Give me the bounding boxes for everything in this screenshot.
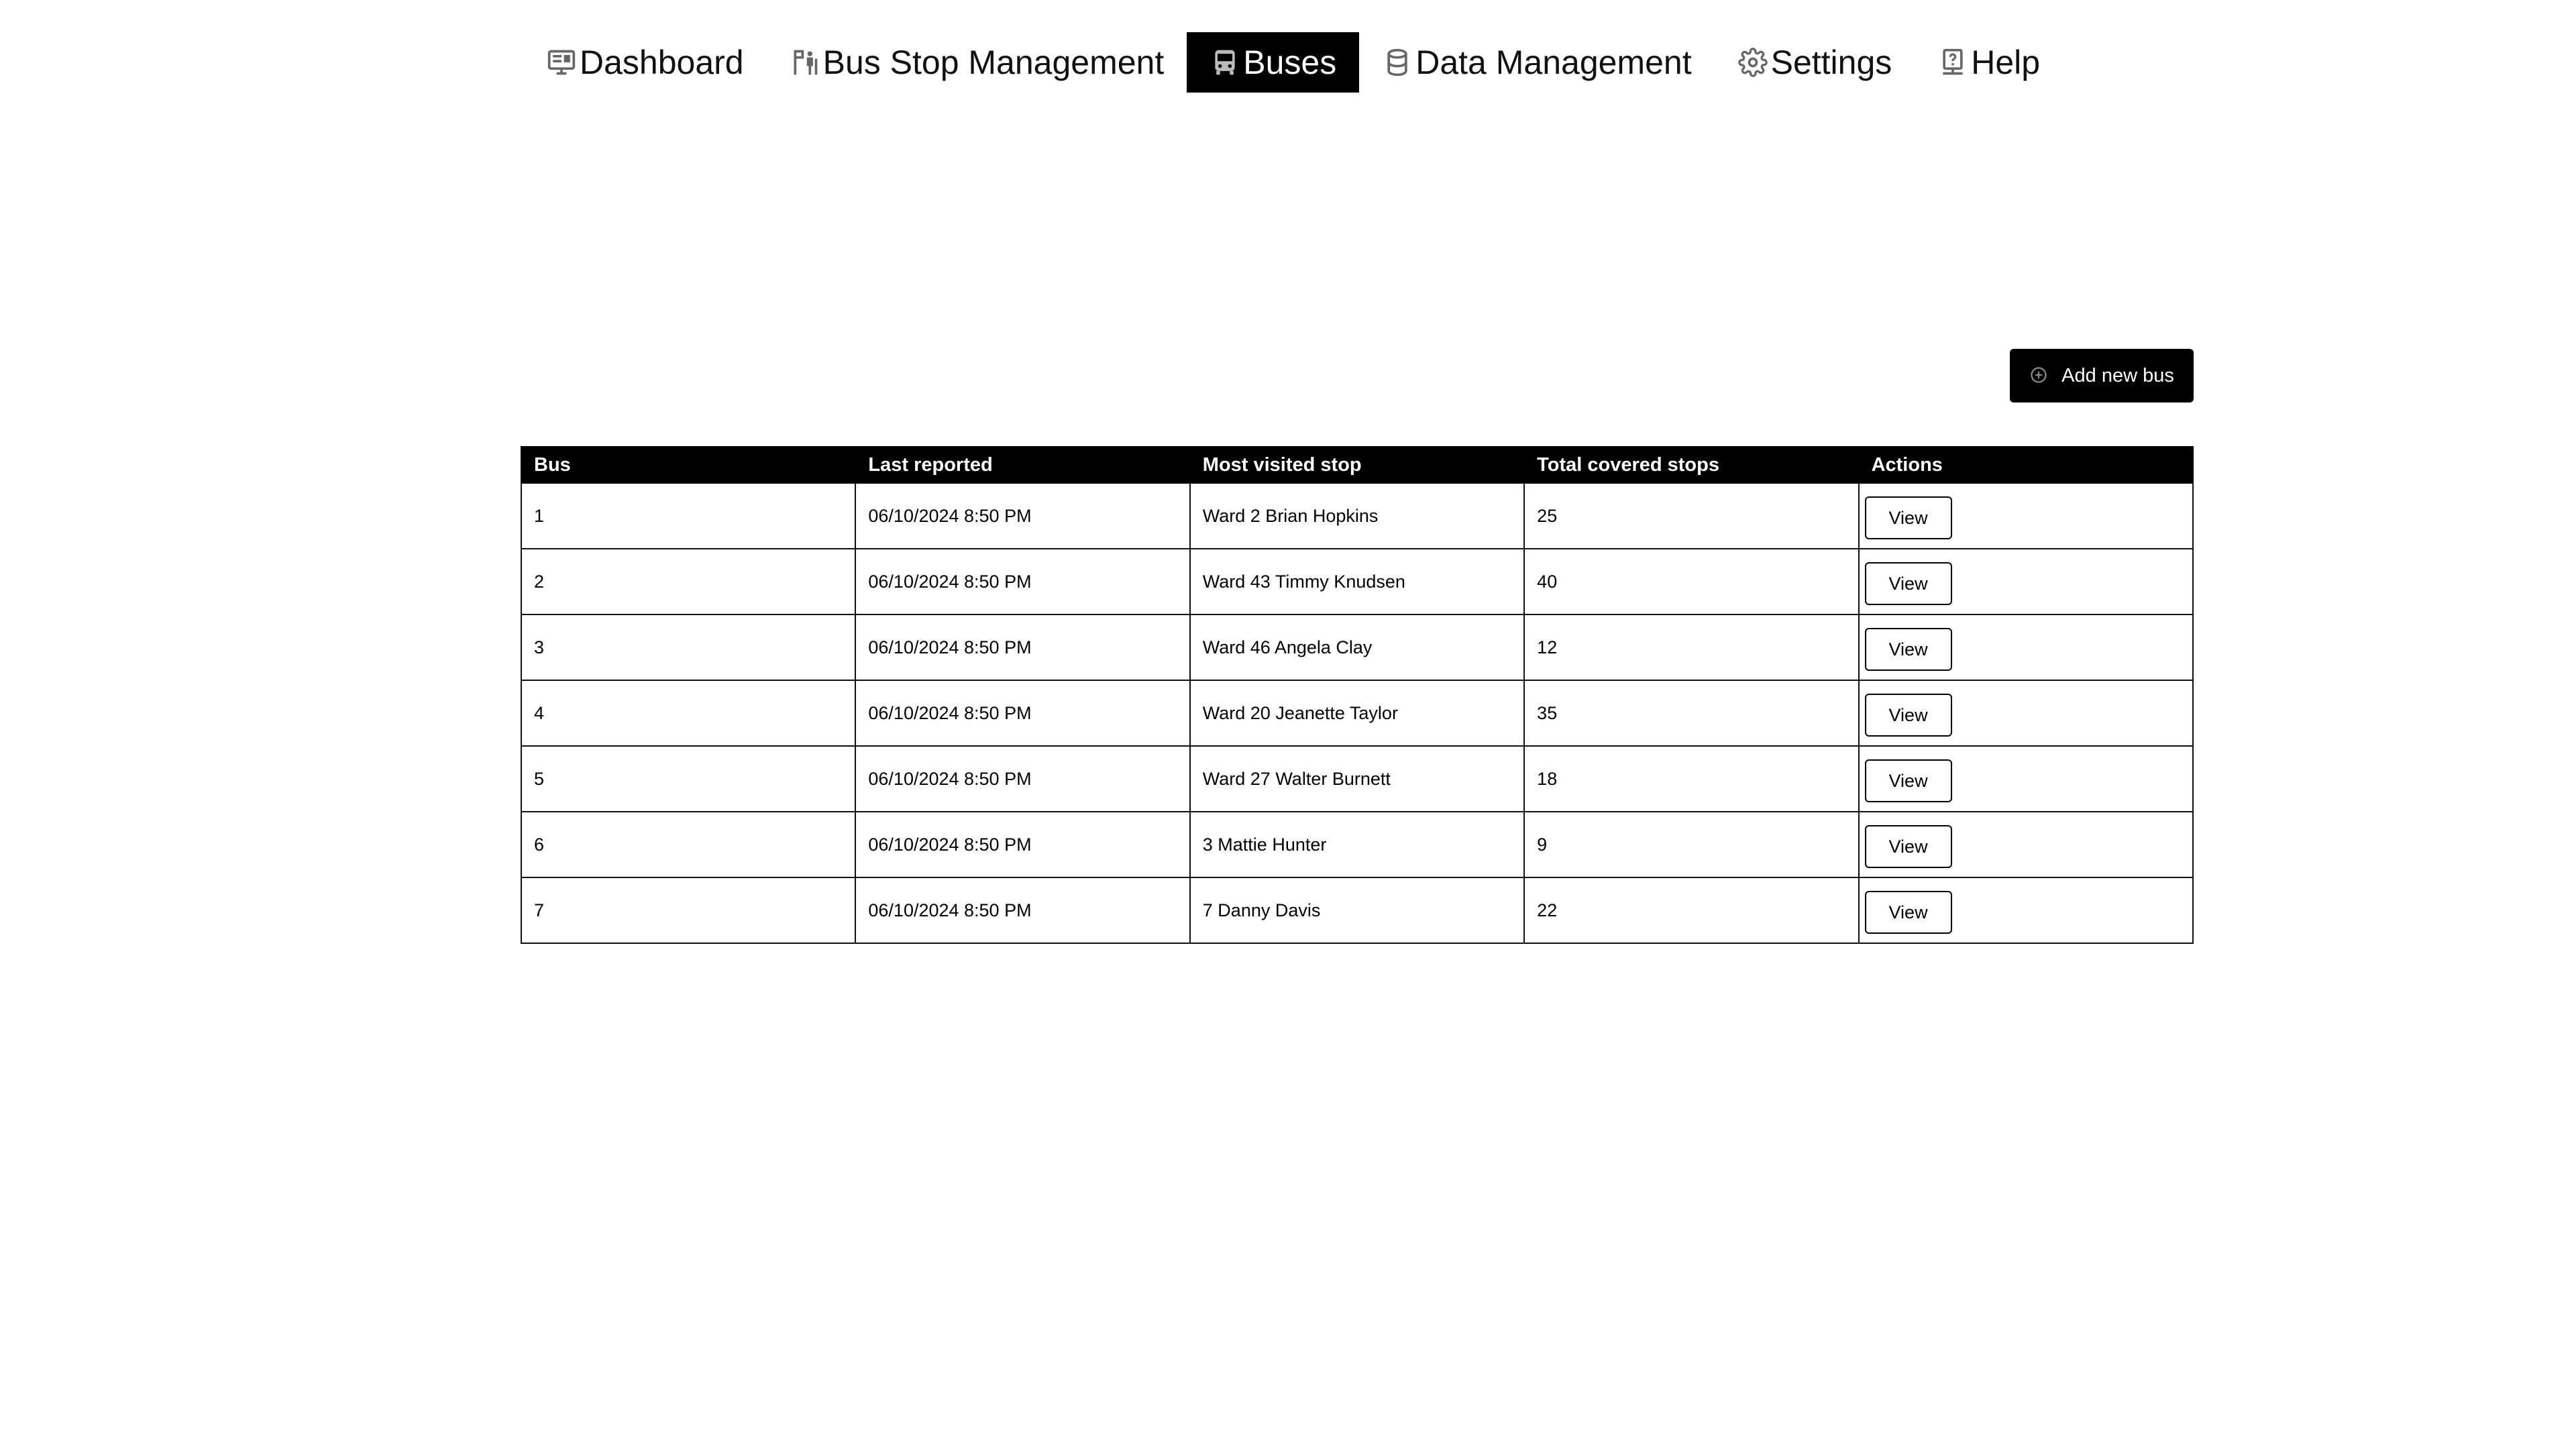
nav-item-label: Dashboard [580, 44, 744, 81]
table-row [521, 680, 2193, 746]
add-new-bus-button[interactable] [2010, 349, 2194, 402]
help-icon [1937, 47, 1968, 78]
cell-bus: 2 [521, 549, 855, 614]
table-row [521, 483, 2193, 549]
buses-table-container [521, 446, 2194, 944]
view-button[interactable]: View [1865, 628, 1952, 671]
cell-total-covered-stops: 22 [1524, 877, 1858, 943]
cell-most-visited-stop: Ward 27 Walter Burnett [1190, 746, 1524, 812]
cell-actions [1859, 877, 2193, 943]
cell-actions [1859, 614, 2193, 680]
cell-total-covered-stops: 12 [1524, 614, 1858, 680]
nav-item-label: Data Management [1415, 44, 1692, 81]
cell-last-reported: 06/10/2024 8:50 PM [855, 812, 1189, 877]
cell-most-visited-stop: 7 Danny Davis [1190, 877, 1524, 943]
cell-actions [1859, 483, 2193, 549]
cell-actions [1859, 812, 2193, 877]
cell-total-covered-stops: 25 [1524, 483, 1858, 549]
column-header-most-visited-stop: Most visited stop [1190, 447, 1524, 483]
cell-last-reported: 06/10/2024 8:50 PM [855, 483, 1189, 549]
cell-last-reported: 06/10/2024 8:50 PM [855, 549, 1189, 614]
cell-bus: 6 [521, 812, 855, 877]
view-button[interactable]: View [1865, 825, 1952, 868]
table-row [521, 614, 2193, 680]
cell-most-visited-stop: 3 Mattie Hunter [1190, 812, 1524, 877]
column-header-bus: Bus [521, 447, 855, 483]
nav-item-buses[interactable] [1187, 32, 1359, 93]
column-header-total-covered-stops: Total covered stops [1524, 447, 1858, 483]
monitor-icon [546, 47, 577, 78]
cell-total-covered-stops: 9 [1524, 812, 1858, 877]
view-button[interactable]: View [1865, 694, 1952, 737]
cell-bus: 1 [521, 483, 855, 549]
nav-item-label: Bus Stop Management [822, 44, 1165, 81]
table-row [521, 746, 2193, 812]
plus-circle-icon [2029, 366, 2049, 386]
cell-bus: 5 [521, 746, 855, 812]
nav-item-label: Help [1971, 44, 2041, 81]
gear-icon [1737, 47, 1768, 78]
cell-last-reported: 06/10/2024 8:50 PM [855, 680, 1189, 746]
cell-most-visited-stop: Ward 46 Angela Clay [1190, 614, 1524, 680]
cell-last-reported: 06/10/2024 8:50 PM [855, 614, 1189, 680]
cell-bus: 7 [521, 877, 855, 943]
cell-actions [1859, 680, 2193, 746]
cell-most-visited-stop: Ward 20 Jeanette Taylor [1190, 680, 1524, 746]
nav-item-data-management[interactable] [1359, 32, 1714, 93]
database-icon [1382, 47, 1413, 78]
top-nav [523, 32, 2063, 93]
nav-item-help[interactable] [1915, 32, 2063, 93]
view-button[interactable]: View [1865, 759, 1952, 802]
cell-most-visited-stop: Ward 43 Timmy Knudsen [1190, 549, 1524, 614]
nav-item-settings[interactable] [1715, 32, 1915, 93]
table-row [521, 877, 2193, 943]
nav-item-label: Settings [1770, 44, 1892, 81]
cell-bus: 4 [521, 680, 855, 746]
buses-table [521, 446, 2194, 944]
cell-most-visited-stop: Ward 2 Brian Hopkins [1190, 483, 1524, 549]
column-header-last-reported: Last reported [855, 447, 1189, 483]
cell-total-covered-stops: 35 [1524, 680, 1858, 746]
cell-actions [1859, 746, 2193, 812]
column-header-actions: Actions [1859, 447, 2193, 483]
view-button[interactable]: View [1865, 562, 1952, 605]
nav-item-bus-stop-management[interactable] [767, 32, 1187, 93]
view-button[interactable]: View [1865, 891, 1952, 934]
table-row [521, 549, 2193, 614]
nav-item-label: Buses [1243, 44, 1337, 81]
cell-total-covered-stops: 18 [1524, 746, 1858, 812]
view-button[interactable]: View [1865, 496, 1952, 539]
cell-actions [1859, 549, 2193, 614]
nav-item-dashboard[interactable] [523, 32, 767, 93]
bus-icon [1210, 47, 1240, 78]
bus-stop-icon [790, 47, 820, 78]
cell-bus: 3 [521, 614, 855, 680]
cell-total-covered-stops: 40 [1524, 549, 1858, 614]
table-header-row [521, 447, 2193, 483]
cell-last-reported: 06/10/2024 8:50 PM [855, 877, 1189, 943]
add-new-bus-label: Add new bus [2061, 364, 2174, 386]
cell-last-reported: 06/10/2024 8:50 PM [855, 746, 1189, 812]
table-row [521, 812, 2193, 877]
